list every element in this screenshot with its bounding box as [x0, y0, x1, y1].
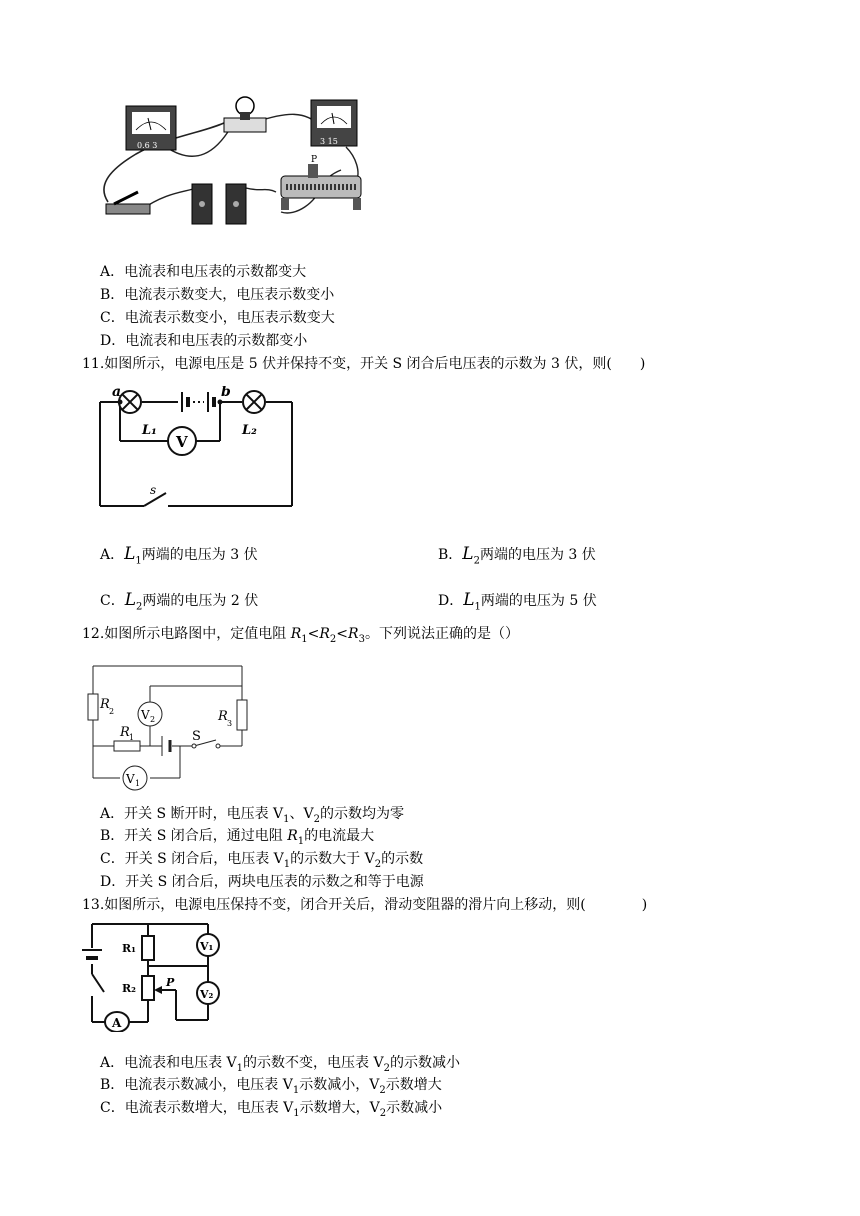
voltmeter-v2-icon [138, 702, 162, 726]
q12-option-b[interactable]: B．开关 S 闭合后，通过电阻 $R_1$的电流最大 [100, 828, 375, 847]
svg-text:V: V [126, 772, 135, 786]
q12-option-a[interactable]: A．开关 S 断开时，电压表 $V_1$、$V_2$的示数均为零 [100, 806, 405, 825]
voltmeter-v1-icon [123, 766, 147, 790]
svg-text:V: V [176, 433, 188, 451]
voltmeter-v2-icon [197, 982, 219, 1004]
resistor-r1-icon [142, 936, 154, 960]
rheostat-icon [281, 155, 361, 210]
svg-text:2: 2 [150, 715, 156, 724]
svg-text:2: 2 [109, 707, 115, 716]
resistor-r2-icon [88, 694, 98, 720]
q10-option-a[interactable]: A．电流表和电压表的示数都变大 [100, 264, 307, 280]
q13-circuit-figure [76, 920, 226, 1032]
q11-option-c[interactable]: C．$L_2$两端的电压为 2 伏 [100, 590, 259, 613]
svg-text:3: 3 [227, 719, 233, 728]
q11-option-d[interactable]: D．$L_1$两端的电压为 5 伏 [438, 590, 597, 613]
voltmeter-icon [168, 427, 196, 455]
rheostat-r2-icon [142, 976, 154, 1000]
svg-text:V: V [141, 708, 150, 722]
q11-option-a[interactable]: A．$L_1$两端的电压为 3 伏 [100, 544, 258, 567]
q11-option-b[interactable]: B．$L_2$两端的电压为 3 伏 [438, 544, 596, 567]
lamp-icon [224, 97, 266, 132]
q13-option-c[interactable]: C．电流表示数增大，电压表 $V_1$示数增大，$V_2$示数减小 [100, 1100, 443, 1119]
resistor-r3-icon [237, 700, 247, 730]
svg-text:L₁: L₁ [142, 423, 157, 438]
q10-apparatus-figure [96, 92, 396, 242]
svg-text:R₂: R₂ [122, 982, 136, 995]
q11-stem: 11.如图所示，电源电压是 5 伏并保持不变，开关 S 闭合后电压表的示数为 3 伏，则( ) [82, 356, 646, 372]
lamp-l2-icon [243, 391, 265, 413]
ammeter-icon [126, 106, 176, 150]
svg-text:a: a [112, 386, 122, 400]
q13-option-a[interactable]: A．电流表和电压表 $V_1$的示数不变，电压表 $V_2$的示数减小 [100, 1055, 460, 1074]
svg-text:V₁: V₁ [200, 940, 214, 953]
svg-text:R: R [120, 725, 130, 740]
switch-icon [106, 192, 150, 214]
q12-stem: 12.如图所示电路图中，定值电阻 $R_1<R_2<R_3$。下列说法正确的是（） [82, 626, 519, 645]
svg-text:1: 1 [129, 733, 135, 742]
q13-option-b[interactable]: B．电流表示数减小，电压表 $V_1$示数减小，$V_2$示数增大 [100, 1077, 442, 1096]
ammeter-icon [105, 1012, 129, 1032]
q12-circuit-figure [86, 660, 252, 792]
battery-icon [82, 950, 102, 958]
svg-text:3 15: 3 15 [320, 137, 338, 146]
svg-text:s: s [150, 483, 157, 497]
battery-icon [162, 736, 170, 756]
svg-text:V₂: V₂ [200, 988, 214, 1001]
resistor-r1-icon [114, 741, 140, 751]
voltmeter-v1-icon [197, 934, 219, 956]
svg-text:S: S [192, 729, 201, 744]
q12-option-c[interactable]: C．开关 S 闭合后，电压表 $V_1$的示数大于 $V_2$的示数 [100, 851, 424, 870]
svg-text:R₁: R₁ [122, 942, 136, 955]
battery-icon [182, 392, 214, 412]
svg-text:b: b [221, 386, 231, 400]
q10-option-c[interactable]: C．电流表示数变小，电压表示数变大 [100, 310, 335, 326]
svg-text:0.6 3: 0.6 3 [137, 141, 158, 150]
q11-circuit-figure [96, 386, 301, 516]
svg-text:P: P [166, 976, 175, 989]
battery-icon [192, 184, 246, 224]
q12-option-d[interactable]: D．开关 S 闭合后，两块电压表的示数之和等于电源 [100, 874, 424, 890]
q10-option-d[interactable]: D．电流表和电压表的示数都变小 [100, 333, 308, 349]
svg-text:A: A [112, 1016, 122, 1030]
svg-text:R: R [100, 697, 110, 712]
svg-text:R: R [218, 709, 228, 724]
voltmeter-icon [311, 100, 357, 146]
svg-text:P: P [311, 155, 318, 165]
q13-stem: 13.如图所示，电源电压保持不变，闭合开关后，滑动变阻器的滑片向上移动，则( ) [82, 897, 648, 913]
svg-text:1: 1 [135, 779, 141, 788]
svg-text:L₂: L₂ [242, 423, 257, 438]
q10-option-b[interactable]: B．电流表示数变大，电压表示数变小 [100, 287, 335, 303]
